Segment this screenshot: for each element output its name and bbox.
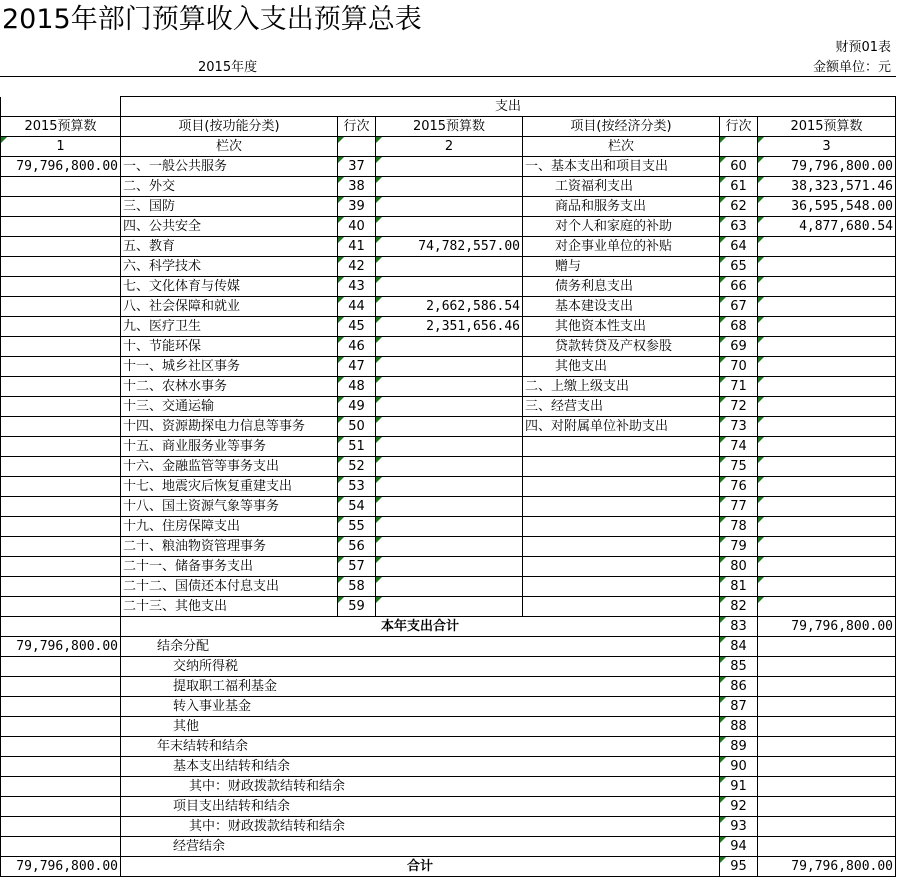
table-row (1, 477, 896, 497)
func-item-label: 十三、交通运输 (121, 397, 338, 417)
balance-item-label: 结余分配 (121, 637, 720, 657)
balance-item-label: 其中：财政拨款结转和结余 (121, 817, 720, 837)
func-item-label: 九、医疗卫生 (121, 317, 338, 337)
table-row (1, 597, 896, 617)
balance-row (1, 637, 896, 657)
balance-row (1, 757, 896, 777)
grand-total-label: 合计 (121, 857, 720, 877)
table-row (1, 277, 896, 297)
budget-amount-3 (758, 537, 896, 557)
balance-item-label: 交纳所得税 (121, 657, 720, 677)
balance-row (1, 697, 896, 717)
balance-amount (758, 837, 896, 857)
budget-amount-1 (1, 457, 121, 477)
row-number-2: 81 (720, 577, 758, 597)
func-item-label: 十九、住房保障支出 (121, 517, 338, 537)
row-number-2: 62 (720, 197, 758, 217)
balance-budget-amount (1, 757, 121, 777)
header-row-col-numbers (1, 137, 896, 157)
budget-amount-1 (1, 557, 121, 577)
balance-amount (758, 777, 896, 797)
row-number-1: 41 (338, 237, 376, 257)
budget-year: 2015年度 (198, 60, 258, 75)
func-item-label: 十一、城乡社区事务 (121, 357, 338, 377)
balance-row-number: 93 (720, 817, 758, 837)
balance-row (1, 717, 896, 737)
budget-amount-2 (376, 437, 523, 457)
row-number-1: 48 (338, 377, 376, 397)
row-number-2: 78 (720, 517, 758, 537)
budget-amount-3 (758, 237, 896, 257)
budget-amount-2 (376, 397, 523, 417)
budget-amount-2 (376, 457, 523, 477)
balance-budget-amount: 79,796,800.00 (1, 637, 121, 657)
budget-amount-2 (376, 377, 523, 397)
table-row (1, 237, 896, 257)
balance-budget-amount (1, 677, 121, 697)
row-number-2: 79 (720, 537, 758, 557)
col-number-3: 3 (758, 137, 896, 157)
budget-amount-1 (1, 577, 121, 597)
econ-item-label: 对个人和家庭的补助 (523, 217, 720, 237)
econ-item-label: 四、对附属单位补助支出 (523, 417, 720, 437)
budget-amount-1 (1, 537, 121, 557)
row-number-1: 53 (338, 477, 376, 497)
func-item-label: 二十三、其他支出 (121, 597, 338, 617)
budget-amount-3 (758, 357, 896, 377)
func-item-label: 十六、金融监管等事务支出 (121, 457, 338, 477)
budget-amount-3 (758, 297, 896, 317)
table-row (1, 417, 896, 437)
balance-row (1, 737, 896, 757)
func-item-label: 三、国防 (121, 197, 338, 217)
row-number-2: 77 (720, 497, 758, 517)
balance-row (1, 797, 896, 817)
balance-amount (758, 677, 896, 697)
econ-item-label (523, 537, 720, 557)
budget-amount-2 (376, 517, 523, 537)
table-row (1, 517, 896, 537)
row-number-1: 45 (338, 317, 376, 337)
table-row (1, 257, 896, 277)
col-label-2: 栏次 (523, 137, 720, 157)
balance-row-number: 92 (720, 797, 758, 817)
func-item-label: 八、社会保障和就业 (121, 297, 338, 317)
econ-item-label (523, 597, 720, 617)
econ-item-label: 工资福利支出 (523, 177, 720, 197)
budget-amount-3 (758, 257, 896, 277)
func-item-label: 二十二、国债还本付息支出 (121, 577, 338, 597)
row-number-2: 66 (720, 277, 758, 297)
func-item-label: 十八、国土资源气象等事务 (121, 497, 338, 517)
grand-total-row-number: 95 (720, 857, 758, 877)
balance-row-number: 91 (720, 777, 758, 797)
row-number-1: 43 (338, 277, 376, 297)
row-number-1: 39 (338, 197, 376, 217)
econ-item-label (523, 457, 720, 477)
budget-amount-2 (376, 197, 523, 217)
budget-amount-3 (758, 597, 896, 617)
table-row (1, 157, 896, 177)
budget-amount-2: 2,662,586.54 (376, 297, 523, 317)
total-expense-row-number: 83 (720, 617, 758, 637)
balance-row-number: 87 (720, 697, 758, 717)
row-number-1: 47 (338, 357, 376, 377)
total-expense-amount: 79,796,800.00 (758, 617, 896, 637)
table-row (1, 457, 896, 477)
row-number-1: 38 (338, 177, 376, 197)
budget-amount-1 (1, 477, 121, 497)
func-item-label: 二十一、储备事务支出 (121, 557, 338, 577)
row-number-2: 82 (720, 597, 758, 617)
econ-item-label: 赠与 (523, 257, 720, 277)
econ-item-label: 一、基本支出和项目支出 (523, 157, 720, 177)
balance-budget-amount (1, 737, 121, 757)
balance-item-label: 项目支出结转和结余 (121, 797, 720, 817)
row-number-2: 70 (720, 357, 758, 377)
func-item-label: 七、文化体育与传媒 (121, 277, 338, 297)
budget-amount-2 (376, 557, 523, 577)
header-row-no-2: 行次 (720, 117, 758, 137)
header-budget-2: 2015预算数 (376, 117, 523, 137)
func-item-label: 十二、农林水事务 (121, 377, 338, 397)
balance-budget-amount (1, 717, 121, 737)
budget-amount-3: 38,323,571.46 (758, 177, 896, 197)
balance-row-number: 89 (720, 737, 758, 757)
budget-amount-3 (758, 417, 896, 437)
econ-item-label: 商品和服务支出 (523, 197, 720, 217)
row-number-2: 71 (720, 377, 758, 397)
row-number-1: 59 (338, 597, 376, 617)
budget-amount-3 (758, 517, 896, 537)
col-number-1: 1 (1, 137, 121, 157)
table-row (1, 537, 896, 557)
row-number-1: 44 (338, 297, 376, 317)
row-number-2: 72 (720, 397, 758, 417)
budget-amount-1 (1, 197, 121, 217)
budget-amount-1 (1, 377, 121, 397)
budget-amount-3 (758, 337, 896, 357)
func-item-label: 十、节能环保 (121, 337, 338, 357)
budget-amount-2: 2,351,656.46 (376, 317, 523, 337)
row-number-1: 52 (338, 457, 376, 477)
func-item-label: 十七、地震灾后恢复重建支出 (121, 477, 338, 497)
budget-amount-2 (376, 337, 523, 357)
budget-amount-1 (1, 437, 121, 457)
econ-item-label: 其他资本性支出 (523, 317, 720, 337)
balance-item-label: 基本支出结转和结余 (121, 757, 720, 777)
budget-amount-2: 74,782,557.00 (376, 237, 523, 257)
row-number-2: 63 (720, 217, 758, 237)
balance-row (1, 817, 896, 837)
balance-item-label: 转入事业基金 (121, 697, 720, 717)
row-number-1: 42 (338, 257, 376, 277)
row-number-1: 49 (338, 397, 376, 417)
balance-row-number: 86 (720, 677, 758, 697)
row-number-2: 60 (720, 157, 758, 177)
balance-item-label: 提取职工福利基金 (121, 677, 720, 697)
row-number-1: 40 (338, 217, 376, 237)
budget-amount-1 (1, 277, 121, 297)
row-number-2: 80 (720, 557, 758, 577)
table-row (1, 377, 896, 397)
balance-amount (758, 697, 896, 717)
balance-row-number: 88 (720, 717, 758, 737)
budget-amount-3 (758, 557, 896, 577)
budget-amount-1 (1, 497, 121, 517)
row-number-1: 51 (338, 437, 376, 457)
budget-amount-3 (758, 577, 896, 597)
econ-item-label: 其他支出 (523, 357, 720, 377)
budget-amount-1 (1, 517, 121, 537)
balance-row (1, 657, 896, 677)
budget-amount-2 (376, 257, 523, 277)
header-budget-1: 2015预算数 (1, 117, 121, 137)
budget-amount-1 (1, 297, 121, 317)
balance-row (1, 777, 896, 797)
row-number-2: 64 (720, 237, 758, 257)
budget-amount-2 (376, 277, 523, 297)
budget-amount-1 (1, 217, 121, 237)
budget-amount-1 (1, 417, 121, 437)
budget-amount-1 (1, 357, 121, 377)
budget-amount-1 (1, 177, 121, 197)
budget-amount-1 (1, 397, 121, 417)
row-number-2: 69 (720, 337, 758, 357)
budget-amount-2 (376, 577, 523, 597)
row-number-2: 74 (720, 437, 758, 457)
row-number-2: 65 (720, 257, 758, 277)
table-row (1, 337, 896, 357)
header-expense: 支出 (121, 97, 896, 117)
econ-item-label (523, 517, 720, 537)
econ-item-label: 三、经营支出 (523, 397, 720, 417)
balance-budget-amount (1, 657, 121, 677)
header-row-no-1: 行次 (338, 117, 376, 137)
row-number-1: 46 (338, 337, 376, 357)
table-row (1, 357, 896, 377)
row-number-1: 56 (338, 537, 376, 557)
row-number-1: 58 (338, 577, 376, 597)
row-number-2: 61 (720, 177, 758, 197)
econ-item-label: 基本建设支出 (523, 297, 720, 317)
balance-item-label: 年末结转和结余 (121, 737, 720, 757)
table-row (1, 557, 896, 577)
balance-budget-amount (1, 837, 121, 857)
budget-amount-3: 79,796,800.00 (758, 157, 896, 177)
econ-item-label (523, 497, 720, 517)
header-row-expense (1, 97, 896, 117)
budget-amount-3 (758, 457, 896, 477)
balance-item-label: 其中：财政拨款结转和结余 (121, 777, 720, 797)
row-number-2: 68 (720, 317, 758, 337)
budget-amount-2 (376, 477, 523, 497)
budget-amount-2 (376, 597, 523, 617)
func-item-label: 六、科学技术 (121, 257, 338, 277)
row-number-1: 57 (338, 557, 376, 577)
econ-item-label (523, 577, 720, 597)
balance-amount (758, 757, 896, 777)
balance-budget-amount (1, 697, 121, 717)
balance-amount (758, 797, 896, 817)
header-divider (0, 76, 896, 77)
budget-amount-2 (376, 417, 523, 437)
balance-row-number: 85 (720, 657, 758, 677)
row-number-2: 75 (720, 457, 758, 477)
balance-amount (758, 637, 896, 657)
balance-budget-amount (1, 817, 121, 837)
budget-amount-3: 4,877,680.54 (758, 217, 896, 237)
row-number-2: 67 (720, 297, 758, 317)
header-budget-3: 2015预算数 (758, 117, 896, 137)
row-number-1: 55 (338, 517, 376, 537)
balance-row-number: 94 (720, 837, 758, 857)
budget-amount-1 (1, 237, 121, 257)
table-row (1, 437, 896, 457)
budget-amount-3 (758, 317, 896, 337)
row-number-1: 50 (338, 417, 376, 437)
balance-budget-amount (1, 777, 121, 797)
budget-amount-1 (1, 337, 121, 357)
balance-row-number: 84 (720, 637, 758, 657)
balance-item-label: 其他 (121, 717, 720, 737)
balance-budget-amount (1, 797, 121, 817)
budget-amount-3 (758, 397, 896, 417)
row-number-1: 54 (338, 497, 376, 517)
budget-amount-2 (376, 217, 523, 237)
total-expense-row (1, 617, 896, 637)
balance-amount (758, 737, 896, 757)
budget-amount-1 (1, 597, 121, 617)
budget-amount-2 (376, 357, 523, 377)
total-expense-label: 本年支出合计 (121, 617, 720, 637)
table-row (1, 217, 896, 237)
table-row (1, 297, 896, 317)
header-row-columns (1, 117, 896, 137)
header-econ-item: 项目(按经济分类) (523, 117, 720, 137)
row-number-1: 37 (338, 157, 376, 177)
table-row (1, 317, 896, 337)
header-func-item: 项目(按功能分类) (121, 117, 338, 137)
econ-item-label (523, 477, 720, 497)
budget-amount-3 (758, 277, 896, 297)
table-row (1, 397, 896, 417)
econ-item-label (523, 437, 720, 457)
grand-total-amount-3: 79,796,800.00 (758, 857, 896, 877)
budget-amount-2 (376, 537, 523, 557)
col-blank-1 (338, 137, 376, 157)
table-row (1, 197, 896, 217)
func-item-label: 一、一般公共服务 (121, 157, 338, 177)
budget-amount-2 (376, 497, 523, 517)
func-item-label: 五、教育 (121, 237, 338, 257)
budget-amount-3 (758, 437, 896, 457)
budget-amount-3 (758, 497, 896, 517)
col-blank-2 (720, 137, 758, 157)
balance-row (1, 677, 896, 697)
balance-item-label: 经营结余 (121, 837, 720, 857)
header-blank (1, 97, 121, 117)
econ-item-label: 二、上缴上级支出 (523, 377, 720, 397)
econ-item-label (523, 557, 720, 577)
func-item-label: 四、公共安全 (121, 217, 338, 237)
func-item-label: 十五、商业服务业等事务 (121, 437, 338, 457)
budget-table (0, 96, 896, 877)
econ-item-label: 对企事业单位的补贴 (523, 237, 720, 257)
balance-amount (758, 817, 896, 837)
econ-item-label: 债务利息支出 (523, 277, 720, 297)
func-item-label: 二十、粮油物资管理事务 (121, 537, 338, 557)
table-row (1, 177, 896, 197)
balance-amount (758, 657, 896, 677)
budget-amount-3: 36,595,548.00 (758, 197, 896, 217)
col-number-2: 2 (376, 137, 523, 157)
table-row (1, 497, 896, 517)
budget-amount-2 (376, 157, 523, 177)
budget-amount-1: 79,796,800.00 (1, 157, 121, 177)
budget-amount-1 (1, 317, 121, 337)
total-blank (1, 617, 121, 637)
balance-row-number: 90 (720, 757, 758, 777)
func-item-label: 二、外交 (121, 177, 338, 197)
table-row (1, 577, 896, 597)
row-number-2: 76 (720, 477, 758, 497)
col-label-1: 栏次 (121, 137, 338, 157)
budget-amount-2 (376, 177, 523, 197)
grand-total-amount-1: 79,796,800.00 (1, 857, 121, 877)
budget-amount-1 (1, 257, 121, 277)
row-number-2: 73 (720, 417, 758, 437)
grand-total-row (1, 857, 896, 877)
econ-item-label: 贷款转贷及产权参股 (523, 337, 720, 357)
unit-label: 金额单位：元 (812, 60, 891, 75)
form-number: 财预01表 (835, 40, 891, 55)
balance-amount (758, 717, 896, 737)
budget-amount-3 (758, 377, 896, 397)
func-item-label: 十四、资源勘探电力信息等事务 (121, 417, 338, 437)
budget-amount-3 (758, 477, 896, 497)
page-title: 2015年部门预算收入支出预算总表 (2, 4, 422, 35)
balance-row (1, 837, 896, 857)
